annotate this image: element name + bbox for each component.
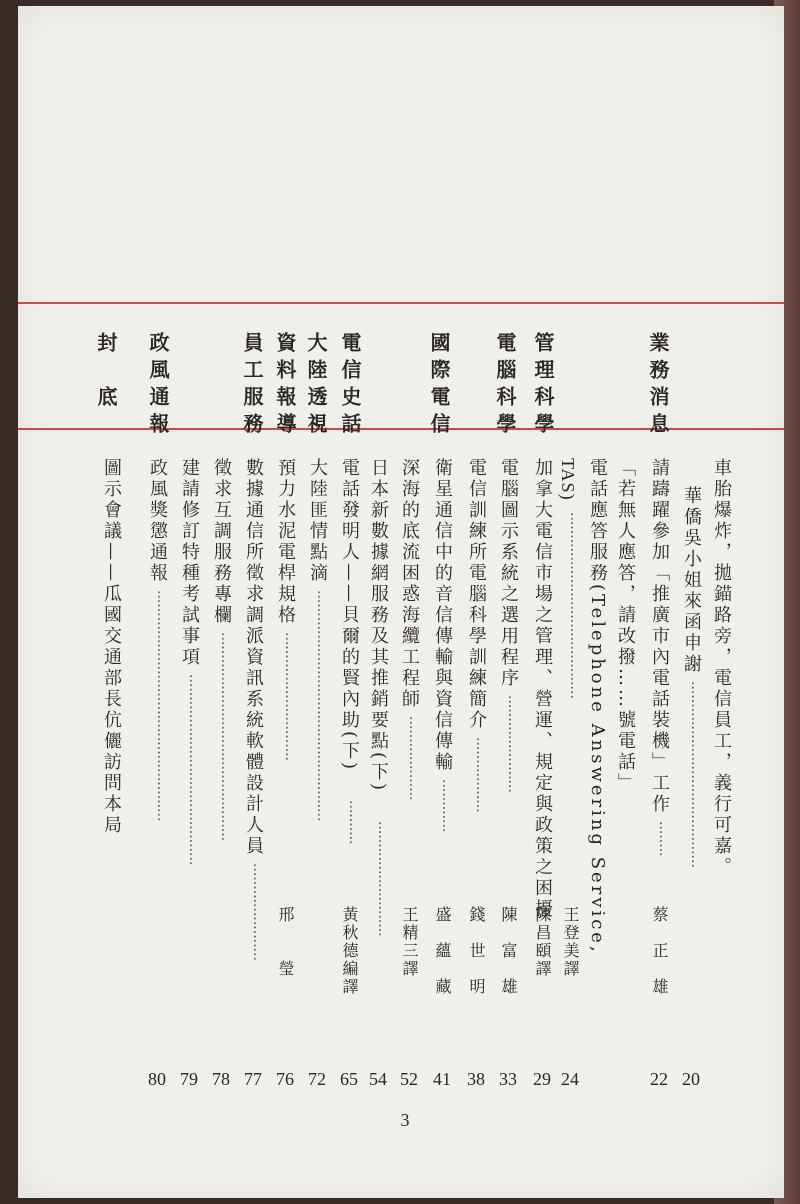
entry-title: 建請修訂特種考試事項 (179, 458, 200, 668)
entry-author: 陳 富 雄 (499, 906, 518, 996)
section-heading: 國際電信 (427, 332, 451, 440)
section-heading: 資料報導 (273, 332, 297, 440)
section-heading: 業務消息 (646, 332, 670, 440)
toc-entry[interactable] (708, 6, 734, 1198)
entry-page-number: 78 (212, 1069, 230, 1089)
section-heading: 政風通報 (146, 332, 170, 440)
leader-dots: ·········································· (563, 512, 579, 699)
section-heading: 員工服務 (240, 332, 264, 440)
section-heading: 電腦科學 (493, 332, 517, 440)
entry-page-number: 41 (433, 1069, 451, 1089)
entry-page-number: 33 (499, 1069, 517, 1089)
leader-dots: ··················· (402, 716, 418, 801)
toc-entry[interactable] (557, 6, 583, 1198)
entry-title: 「若無人應答，請改撥……號電話」 (615, 458, 636, 794)
toc-entry[interactable] (98, 6, 124, 1198)
toc-entry[interactable] (396, 6, 422, 1198)
entry-title: 衛星通信中的音信傳輸與資信傳輸 (432, 458, 453, 773)
leader-dots: ···················································· (150, 590, 166, 822)
entry-author: 黃秋德編譯 (340, 906, 359, 996)
section-heading: 大陸透視 (304, 332, 328, 440)
entry-author: 錢 世 明 (467, 906, 486, 996)
entry-page-number: 77 (244, 1069, 262, 1089)
section-heading: 電信史話 (338, 332, 362, 440)
leader-dots: ········ (652, 821, 668, 857)
entry-page-number: 65 (340, 1069, 358, 1089)
section-heading: 管理科學 (531, 332, 555, 440)
entry-title: 大陸匪情點滴 (307, 458, 328, 584)
entry-title: 圖示會議——瓜國交通部長伉儷訪問本局 (101, 458, 122, 836)
toc-entry[interactable] (144, 6, 170, 1198)
toc-entry[interactable] (429, 6, 455, 1198)
entry-title: 電話發明人——貝爾的賢內助(下) (339, 458, 360, 773)
entry-author: 蔡 正 雄 (650, 906, 669, 996)
entry-page-number: 24 (561, 1069, 579, 1089)
toc-entry[interactable] (365, 6, 391, 1198)
leader-dots: ······················ (246, 863, 262, 961)
entry-page-number: 38 (467, 1069, 485, 1089)
toc-entry[interactable] (336, 6, 362, 1198)
entry-page-number: 52 (400, 1069, 418, 1089)
leader-dots: ············ (435, 779, 451, 833)
toc-entry[interactable] (463, 6, 489, 1198)
leader-dots: ······················ (501, 695, 517, 793)
entry-title: 日本新數據網服務及其推銷要點(下) (368, 458, 389, 794)
entry-page-number: 29 (533, 1069, 551, 1089)
leader-dots: ················· (469, 737, 485, 813)
leader-dots: ····························· (278, 632, 294, 762)
toc-entry[interactable] (304, 6, 330, 1198)
toc-entry[interactable] (612, 6, 638, 1198)
entry-title: 政風獎懲通報 (147, 458, 168, 584)
page-number: 3 (400, 1110, 410, 1130)
toc-entry[interactable] (646, 6, 672, 1198)
toc-entry[interactable] (272, 6, 298, 1198)
leader-dots: ··············································· (214, 632, 230, 842)
toc-entry[interactable] (240, 6, 266, 1198)
entry-title: 徵求互調服務專欄 (211, 458, 232, 626)
entry-page-number: 76 (276, 1069, 294, 1089)
entry-title: 華僑吳小姐來函申謝 (681, 486, 702, 675)
entry-author: 王精三譯 (400, 906, 419, 978)
entry-author: 王登美譯 (561, 906, 580, 978)
leader-dots: ·························· (371, 821, 387, 937)
entry-title: 電腦圖示系統之選用程序 (498, 458, 519, 689)
entry-title: 深海的底流困惑海纜工程師 (399, 458, 420, 710)
leader-dots: ···················································· (310, 590, 326, 822)
toc-entry[interactable] (176, 6, 202, 1198)
toc-entry[interactable] (584, 6, 610, 1198)
entry-title: 加拿大電信市場之管理、營運、規定與政策之困擾 (532, 458, 553, 920)
entry-page-number: 22 (650, 1069, 668, 1089)
entry-author: 陳昌頤譯 (533, 906, 552, 978)
toc-entry[interactable] (678, 6, 704, 1198)
entry-author: 盛 蘊 藏 (433, 906, 452, 996)
entry-title: 請躊躍參加「推廣市內電話裝機」工作 (649, 458, 670, 815)
entry-title: 預力水泥電桿規格 (275, 458, 296, 626)
book-page (18, 6, 784, 1198)
leader-dots: ··········································· (182, 674, 198, 866)
leader-dots: ·········· (342, 800, 358, 845)
entry-title: 電話應答服務(Telephone Answering Service, (587, 458, 608, 955)
toc-entry[interactable] (495, 6, 521, 1198)
entry-title: 數據通信所徵求調派資訊系統軟體設計人員 (243, 458, 264, 857)
entry-title: TAS) (558, 458, 578, 501)
entry-author: 邢 瑩 (276, 906, 295, 978)
toc-entry[interactable] (529, 6, 555, 1198)
leader-dots: ·········································· (684, 681, 700, 868)
entry-title: 電信訓練所電腦科學訓練簡介 (466, 458, 487, 731)
entry-page-number: 20 (682, 1069, 700, 1089)
entry-page-number: 54 (369, 1069, 387, 1089)
section-heading: 封 底 (94, 332, 118, 413)
entry-title: 車胎爆炸，拋錨路旁，電信員工，義行可嘉。 (711, 458, 732, 878)
entry-page-number: 79 (180, 1069, 198, 1089)
toc-entry[interactable] (208, 6, 234, 1198)
entry-page-number: 72 (308, 1069, 326, 1089)
entry-page-number: 80 (148, 1069, 166, 1089)
